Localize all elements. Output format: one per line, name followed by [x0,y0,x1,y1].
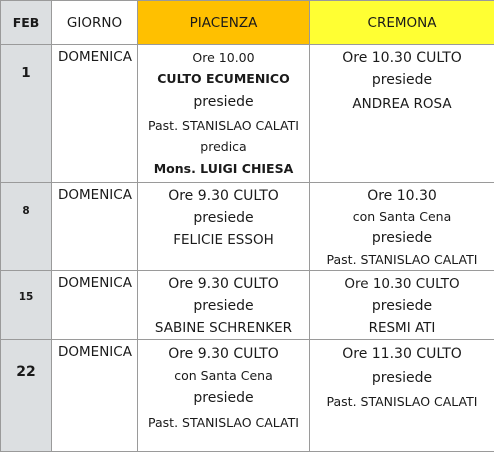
table-row [1,271,494,340]
piacenza-cell [138,45,310,183]
piacenza-cell [138,271,310,340]
date-cell [1,340,52,452]
presides-label: presiede [310,227,494,250]
service-time: Ore 11.30 CULTO [310,343,494,366]
cremona-header: CREMONA [310,1,494,45]
date-number: 8 [1,205,51,217]
presider-name: SABINE SCHRENKER [138,317,309,339]
service-title: CULTO ECUMENICO [138,67,309,90]
presides-label: presiede [138,207,309,229]
day-cell: DOMENICA [52,340,138,452]
piacenza-cell [138,183,310,271]
presides-label: presiede [310,366,494,390]
day-cell: DOMENICA [52,183,138,271]
presides-label: presiede [310,295,494,317]
presides-label: presiede [138,295,309,317]
presider-name: Past. STANISLAO CALATI [138,410,309,436]
presider-name: ANDREA ROSA [310,92,494,116]
day-header: GIORNO [52,1,138,45]
service-time: Ore 10.30 CULTO [310,274,494,295]
piacenza-cell [138,340,310,452]
month-header: FEB [1,1,52,45]
table-row [1,45,494,183]
table-row [1,183,494,271]
date-number: 1 [1,65,51,81]
cremona-cell [310,340,494,452]
service-time: Ore 9.30 CULTO [138,343,309,366]
preaches-label: predica [138,137,309,157]
cremona-cell [310,45,494,183]
cremona-cell [310,271,494,340]
service-time: Ore 10.00 [138,48,309,67]
presider-name: Past. STANISLAO CALATI [310,390,494,413]
date-cell [1,271,52,340]
date-cell [1,45,52,183]
service-note: con Santa Cena [310,207,494,227]
date-number: 15 [1,291,51,303]
presides-label: presiede [138,90,309,114]
preacher-name: Mons. LUIGI CHIESA [138,157,309,180]
service-time: Ore 9.30 CULTO [138,274,309,295]
day-cell: DOMENICA [52,271,138,340]
piacenza-header: PIACENZA [138,1,310,45]
service-time: Ore 10.30 CULTO [310,48,494,69]
presides-label: presiede [138,386,309,410]
service-note: con Santa Cena [138,366,309,386]
date-cell [1,183,52,271]
date-number: 22 [1,364,51,380]
cremona-cell [310,183,494,271]
service-time: Ore 10.30 [310,186,494,207]
presider-name: FELICIE ESSOH [138,229,309,252]
service-time: Ore 9.30 CULTO [138,186,309,207]
presides-label: presiede [310,69,494,92]
presider-name: Past. STANISLAO CALATI [310,250,494,270]
table-row [1,340,494,452]
header-row [1,1,494,45]
presider-name: RESMI ATI [310,317,494,339]
presider-name: Past. STANISLAO CALATI [138,114,309,137]
day-cell: DOMENICA [52,45,138,183]
